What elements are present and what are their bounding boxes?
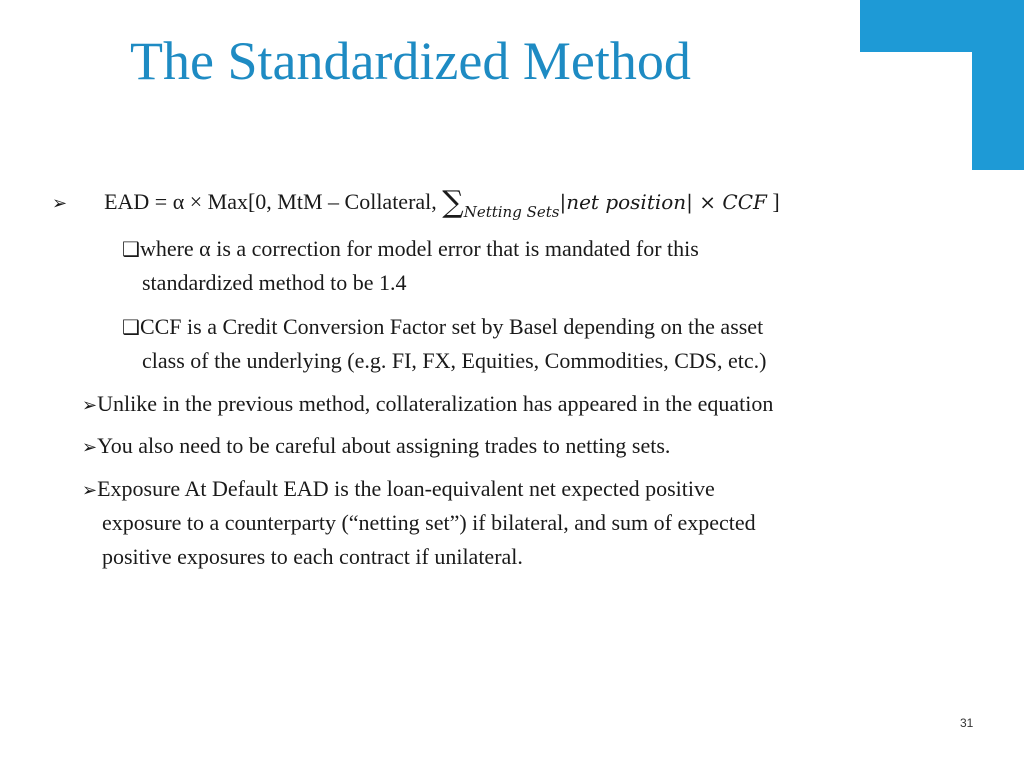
bullet-exposure-cont-2: positive exposures to each contract if unilateral. <box>102 544 523 569</box>
bullet-exposure-cont-1: exposure to a counterparty (“netting set”) if bilateral, and sum of expected <box>102 510 756 535</box>
arrow-bullet-icon: ➢ <box>82 437 98 457</box>
sub-bullet-alpha-cont: standardized method to be 1.4 <box>142 270 407 295</box>
bullet-exposure-at-default <box>82 472 715 507</box>
bullet-collateralization <box>82 387 773 422</box>
bullet-text: Unlike in the previous method, collateralization has appeared in the equation <box>97 391 774 416</box>
slide-title: The Standardized Method <box>130 31 691 91</box>
bullet-netting-sets <box>82 429 670 464</box>
arrow-bullet-icon: ➢ <box>52 193 68 213</box>
sub-bullet-text: where α is a correction for model error that is mandated for this <box>139 236 699 261</box>
bullet-ead-formula <box>52 185 780 229</box>
formula-prefix: EAD = α × Max[0, MtM – Collateral, <box>104 189 443 214</box>
arrow-bullet-icon: ➢ <box>82 480 98 500</box>
page-number: 31 <box>960 716 974 730</box>
sub-bullet-text: CCF is a Credit Conversion Factor set by Basel depending on the asset <box>139 314 764 339</box>
sub-bullet-alpha <box>122 232 699 266</box>
square-bullet-icon: ❑ <box>122 315 140 339</box>
bullet-text: Exposure At Default EAD is the loan-equivalent net expected positive <box>97 476 715 501</box>
sub-bullet-ccf <box>122 310 763 344</box>
arrow-bullet-icon: ➢ <box>82 395 98 415</box>
formula-subscript: Netting Sets <box>463 203 560 221</box>
bullet-text: You also need to be careful about assigning trades to netting sets. <box>97 433 671 458</box>
formula-close: ] <box>766 189 780 214</box>
sub-bullet-ccf-cont: class of the underlying (e.g. FI, FX, Equities, Commodities, CDS, etc.) <box>142 348 767 373</box>
square-bullet-icon: ❑ <box>122 237 140 261</box>
formula-body: |net position| × CCF <box>559 190 767 214</box>
summation-icon: ∑ <box>442 185 464 220</box>
